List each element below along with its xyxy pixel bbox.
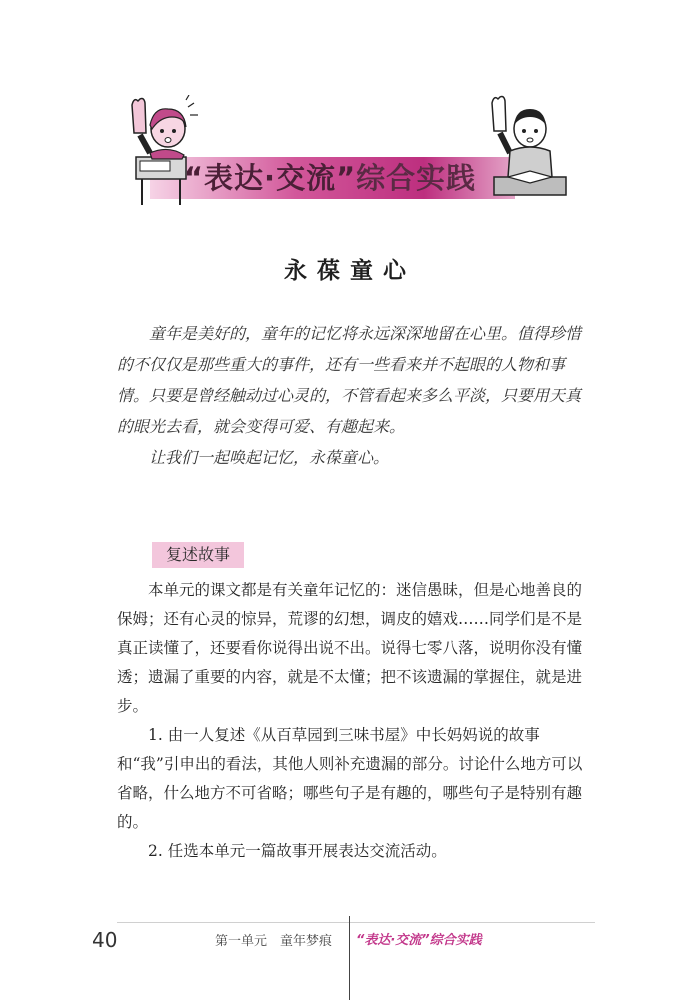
body-paragraph: 2. 任选本单元一篇故事开展表达交流活动。	[148, 842, 447, 860]
footer-divider	[117, 922, 595, 923]
intro-paragraph: 童年是美好的，童年的记忆将永远深深地留在心里。值得珍惜的不仅仅是那些重大的事件，还有一些看来并不起眼的人物和事情。只要是曾经触动过心灵的，不管看起来多么平淡，只要用天真的眼光去看，就会变得可爱、有趣起来。	[117, 324, 582, 436]
section-heading: 复述故事	[152, 542, 244, 568]
footer-separator	[349, 916, 350, 1000]
page-number: 40	[92, 928, 118, 952]
banner-title-main: “表达·交流”	[184, 161, 357, 195]
boy-raising-hand-illustration	[488, 95, 568, 205]
section-banner	[128, 95, 540, 205]
section-body	[117, 576, 595, 866]
footer-section-title: “表达·交流”综合实践	[356, 933, 482, 948]
banner-title	[184, 157, 476, 199]
intro-paragraph: 让我们一起唤起记忆，永葆童心。	[149, 448, 390, 467]
body-paragraph: 1. 由一人复述《从百草园到三味书屋》中长妈妈说的故事和“我”引申出的看法，其他人则补充遗漏的部分。讨论什么地方可以省略，什么地方不可省略；哪些句子是有趣的，哪些句子是特别有趣的。	[117, 726, 583, 831]
body-paragraph: 本单元的课文都是有关童年记忆的：迷信愚昧，但是心地善良的保姆；还有心灵的惊异，荒谬的幻想，调皮的嬉戏……同学们是不是真正读懂了，还要看你说得出说不出。说得七零八落，说明你没有懂透；遗漏了重要的内容，就是不太懂；把不该遗漏的掌握住，就是进步。	[117, 581, 583, 715]
page-title: 永葆童心	[284, 258, 416, 284]
intro-text	[117, 318, 595, 473]
banner-title-tail: 综合实践	[356, 161, 477, 195]
footer-unit-title: 第一单元 童年梦痕	[215, 934, 333, 949]
